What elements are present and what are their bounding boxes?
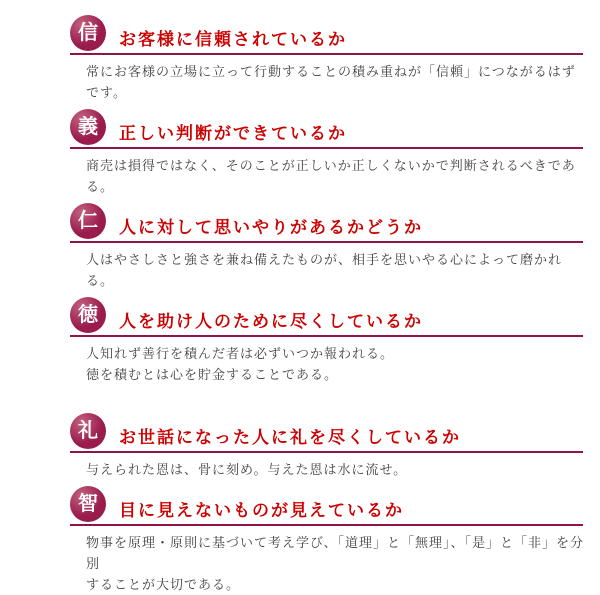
section-body-text: 常にお客様の立場に立って行動することの積み重ねが「信頼」につながるはず です。 <box>86 64 576 100</box>
badge-kanji: 智 <box>78 493 98 515</box>
section-heading: 人に対して思いやりがあるかどうか <box>119 218 423 238</box>
kanji-badge-icon <box>70 109 106 145</box>
principle-section <box>70 15 586 103</box>
section-heading: 人を助け人のために尽くしているか <box>119 312 423 332</box>
section-header <box>70 297 586 333</box>
principle-section <box>70 109 586 197</box>
section-body-text: 物事を原理・原則に基づいて考え学び、「道理」と「無理」、「是」と「非」を分別 することが大切である。 <box>86 535 584 592</box>
section-heading: お客様に信頼されているか <box>119 30 347 50</box>
section-heading: 正しい判断ができているか <box>119 124 347 144</box>
badge-kanji: 礼 <box>78 420 98 442</box>
section-header <box>70 413 586 449</box>
principle-section <box>70 413 586 480</box>
heading-underline <box>70 241 583 243</box>
heading-underline <box>70 53 583 55</box>
kanji-badge-icon <box>70 203 106 239</box>
heading-underline <box>70 147 583 149</box>
principle-section <box>70 297 586 385</box>
section-header <box>70 15 586 51</box>
section-header <box>70 203 586 239</box>
kanji-badge-icon <box>70 413 106 449</box>
kanji-badge-icon <box>70 297 106 333</box>
heading-underline <box>70 451 583 453</box>
section-body-text: 与えられた恩は、骨に刻め。与えた恩は水に流せ。 <box>86 462 408 477</box>
section-heading: お世話になった人に礼を尽くしているか <box>119 428 461 448</box>
section-body-text: 商売は損得ではなく、そのことが正しいか正しくないかで判断されるべきである。 <box>86 158 576 194</box>
kanji-badge-icon <box>70 486 106 522</box>
badge-kanji: 義 <box>78 116 98 138</box>
badge-kanji: 徳 <box>78 304 98 326</box>
section-body-text: 人知れず善行を積んだ者は必ずいつか報われる。 徳を積むとは心を貯金することである。 <box>86 346 395 382</box>
heading-underline <box>70 524 583 526</box>
section-heading: 目に見えないものが見えているか <box>119 501 404 521</box>
section-body-text: 人はやさしさと強さを兼ね備えたものが、相手を思いやる心によって磨かれる。 <box>86 252 563 288</box>
section-header <box>70 109 586 145</box>
section-header <box>70 486 586 522</box>
badge-kanji: 仁 <box>78 210 98 232</box>
heading-underline <box>70 335 583 337</box>
principle-section <box>70 203 586 291</box>
principle-section <box>70 486 586 595</box>
badge-kanji: 信 <box>78 22 98 44</box>
kanji-badge-icon <box>70 15 106 51</box>
